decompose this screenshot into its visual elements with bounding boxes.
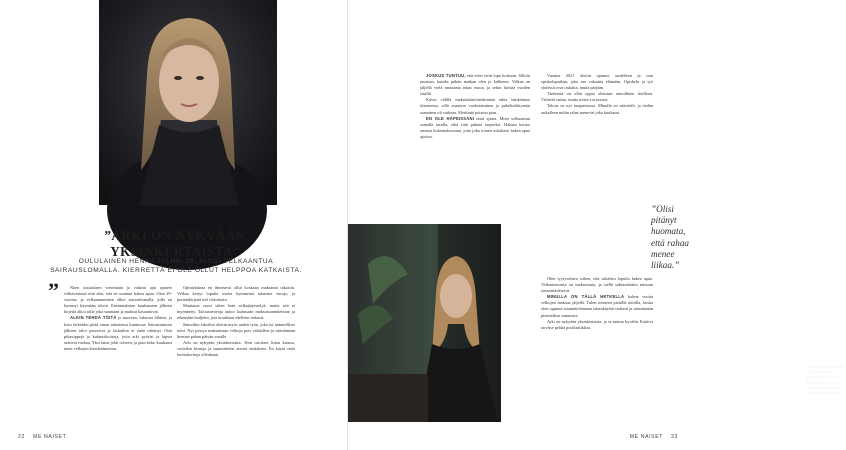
body-column-1 [64, 285, 172, 352]
body-paragraph: Tärkeintä on ollut oppia olemaan armollinen itselleen. Virheitä sattuu, mutta niistä voi nousta. [541, 91, 653, 103]
photo-caption: Henna on tehnyt töitä koko ikänsä ja maksanut velkojaan. Nykyään talous on tasapainossa, mutta tie siihen oli pitkä. [806, 365, 845, 396]
body-column-3 [420, 73, 530, 140]
page-number: 23 [671, 434, 678, 440]
body-paragraph: Kävin välillä maksuhäiriömerkinnän takia hankalassa tilanteessa, sillä asunnon vuokraaminen ja puhelinliittymän saaminen oli vaikeaa. Merkintä poistuu pian. [420, 97, 530, 115]
body-column-2 [177, 285, 295, 358]
section-lead: JOSKUS TUNTUU, [426, 73, 466, 78]
section-lead: ALKIN TEHDÄ TÖITÄ [70, 315, 117, 321]
section-lead: MINULLA ON TÄLLÄ HETKELLÄ [547, 294, 625, 300]
interior-photo [348, 224, 501, 422]
page-number: 22 [18, 434, 25, 440]
right-page [348, 0, 845, 450]
body-column-4 [541, 73, 653, 116]
body-paragraph: Talous on nyt tasapainossa. Minulla on säästötili, ja tiedän tarkalleen mihin rahat menevät joka kuukausi. [541, 103, 653, 115]
body-paragraph: että velat eivät lopu koskaan. Silloin muistan, kuinka pitkän matkan olen jo kulkenut. Velkaa on jäljellä vielä muutama tuhat euroa, ja sekin häviää vuoden sisällä. [420, 73, 531, 97]
section-lead: EN OLE HÄPEISSÄNI [426, 115, 475, 121]
body-paragraph: Arki on nykyään yksinkertaista. Teen ostokset listan kanssa, vertailen hintoja ja suunnittelen ateriat etukäteen. En käytä enää luottokortteja ollenkaan. [177, 339, 295, 358]
portrait-photo [99, 0, 277, 205]
folio-left [12, 434, 66, 440]
body-paragraph: Olen tyytyväinen siihen, että uskalsin lopulta hakea apua. Velkaneuvonta on maksutonta, ja siellä suhtauduttiin minuun ymmärtäväisesti. [541, 276, 653, 294]
article-headline: ”ARKI ON NYKYÄÄN YKSINKERTAISTA” [104, 228, 246, 259]
opening-quote-mark: ” [48, 278, 59, 303]
magazine-name: ME NAISET [33, 434, 67, 440]
folio-right [630, 434, 684, 440]
body-paragraph: jo nuorena, lukiosta lähtien, ja koin tärkeäksi pitää oman taloutensa kunnossa. Sairastumisen jälkeen tulot putosivat ja laskuihin ei enää riittänyt. Otin pikavippejä ja kulutusluottoja, jotta arki pyörisi ja lapset saisivat ruokaa. Yksi laina johti toiseen, ja pian koko kuukausi meni velkojen kierrättämiseen. [64, 315, 172, 351]
pull-quote: ”Olisi pitänyt huomata, että rahaa menee liikaa.” [651, 204, 690, 271]
body-paragraph: Opintolainaa en ilmeisesti ollut koskaan maksanut takaisin. Velkaa kertyi lopulta useita kymmeniä tuhansia euroja, ja perintäkirjeitä tuli viikoittain. [177, 285, 295, 303]
intro-paragraph: Näen sosiaalisen viestinnän ja vaikeat ajat ajaneet velkavastuun niin alas, että en osannut hakea apua. Olen 29-vuotias, ja velkaantuminen alkoi sairauslomalla, jolla en kyennyt käymään töissä. Ensimmäisten kuukausien jälkeen kirjeitä alkoi tulla joka suuntaan ja maksut kasautuivat. [64, 285, 172, 315]
body-paragraph: Muutama vuosi sitten hain velkajärjestelyä, mutta sitä ei myönnetty. Talousneuvoja auttoi laatimaan maksusuunnitelman ja tekemään budjetin, jota noudatan edelleen tarkasti. [177, 303, 295, 321]
article-subheadline: OULULAINEN HENNA JYLHÄ, 29, ALKOI VELKAANTUA SAIRAUSLOMALLA. KIERRETTÄ EI OLE OLLUT HELPPOA KATKAISTA. [50, 258, 302, 274]
body-paragraph: Arki on nykyään yksinkertaista, ja se tuntuu hyvältä. Enää ei tarvitse pelätä postilaatikkoa. [541, 318, 653, 330]
body-column-5 [541, 276, 653, 331]
body-paragraph: kolme vuotta velkojen maksua jäljellä. Tulen toimeen pienillä tuloilla, koska olen oppinut suunnittelemaan rahankäytön tarkasti ja säästämään pienistäkin summista. [541, 294, 653, 318]
left-page [0, 0, 348, 450]
body-paragraph: Samoihin aikoihin aloitin myös uuden työn, joka toi säännölliset tulot. Nyt pystyn maksamaan velkoja pois vähitellen ja säästämään hieman pahan päivän varalle. [177, 321, 295, 339]
body-paragraph: tästä ajasta. Moni velkaantuu samalla tavalla, eikä siitä puhuta tarpeeksi. Haluan kertoa omasta kokemuksestani, jotta joku toinen uskaltaisi hakea apua ajoissa. [420, 115, 530, 139]
body-paragraph: Vuonna 2021 aloitin opinnot uudelleen ja sain opiskelupaikan, joka tuo vakautta elämään. Opiskelu ja työ yhdessä ovat raskaita, mutta pärjään. [541, 73, 653, 91]
magazine-name: ME NAISET [629, 434, 663, 440]
